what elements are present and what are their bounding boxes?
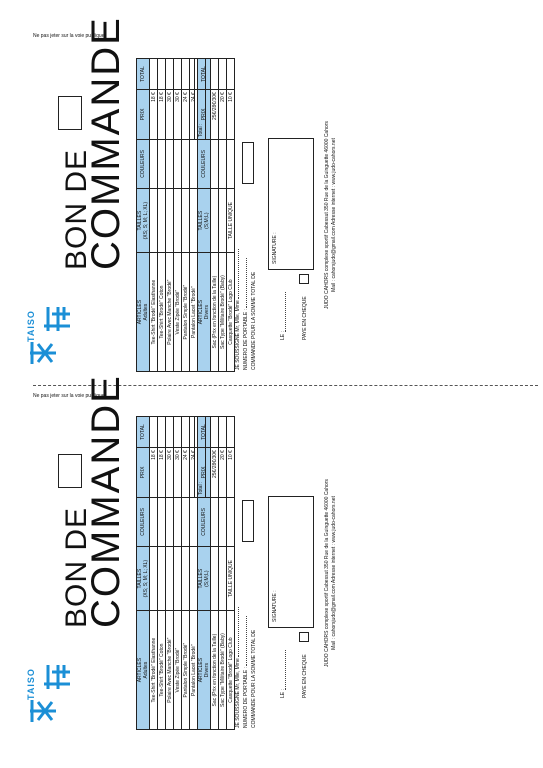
kanji-glyph-icon [28,696,58,726]
col-prix: PRIX [137,448,150,497]
col-couleurs-2: COULEURS [198,139,211,188]
signature-label: SIGNATURE : [272,590,278,622]
table-row: Polaire Avec Manche "Brodé" 30 € [166,417,174,730]
col-total: TOTAL [137,59,150,90]
col-prix-2: PRIX [198,90,211,139]
table-row: Sac Type "Militaire Brodé" (Baby) 20 € [219,417,227,730]
club-logo [24,292,94,372]
top-notice: Ne pas jeter sur la voie publique [33,33,105,39]
name-field[interactable] [238,249,239,299]
table-row: Pantalon Simple "Brodé" 24 € [182,417,190,730]
title-line2: COMMANDE [84,374,128,628]
title-checkbox[interactable] [58,454,82,488]
col-articles-2: ARTICLES Divers [198,253,211,372]
kanji-glyph-icon [42,304,72,334]
kanji-glyph-icon [42,662,72,692]
sum-field[interactable] [242,142,254,184]
title-line2: COMMANDE [84,16,128,270]
table-row: Veste Zipée "Brodé" 30 € [174,417,182,730]
table-row: Pantalon Lacet "Brodé" 24 € [190,417,198,730]
table-row: Pantalon Lacet "Brodé" 24 € [190,59,198,372]
col-articles-2: ARTICLES Divers [198,611,211,730]
total-label: Total : [198,123,204,137]
col-tailles-2: TAILLES (S;M;L) [198,189,211,253]
order-table [136,58,235,372]
phone-field[interactable] [246,258,247,308]
logo-text: TAISO [26,668,36,700]
table-row: Veste Zipée "Brodé" 30 € [174,59,182,372]
col-total-2: TOTAL [198,417,211,448]
table-row: Sac Type "Militaire Brodé" (Baby) 20 € [219,59,227,372]
table-row: Polaire Avec Manche "Brodé" 30 € [166,59,174,372]
total-label: Total : [198,481,204,495]
table-row: Pantalon Simple "Brodé" 24 € [182,59,190,372]
table-row: Tee-Shirt "Brodé" Coton 18 € [158,417,166,730]
table-row: Tee-Shirt "Brodé" Coton 18 € [158,59,166,372]
kanji-glyph-icon [28,338,58,368]
customer-info: JE SOUSSIGNE Mr, Mlle, Mme NUMERO DE PORTABLE : COMMANDE POUR LA SOMME TOTAL DE [234,508,258,728]
col-couleurs-2: COULEURS [198,497,211,546]
sum-field[interactable] [242,500,254,542]
table-row: Casquette "Brodé" Logo Club TAILLE UNIQUE 10 € [227,417,235,730]
date-label: LE : [280,689,286,698]
table-row: Sac (Prix en fonction de la Taille) 25€/28€/30€ [211,59,219,372]
cheque-checkbox[interactable] [299,274,309,284]
bottom-notice: Ne pas jeter sur la voie publique [33,393,105,399]
signature-label: SIGNATURE : [272,232,278,264]
col-tailles-2: TAILLES (S;M;L) [198,547,211,611]
col-couleurs: COULEURS [137,497,150,546]
col-couleurs: COULEURS [137,139,150,188]
name-field[interactable] [238,607,239,657]
title-line1: BON DE [60,506,93,628]
phone-field[interactable] [246,616,247,666]
col-articles: ARTICLES Adultes [137,253,150,372]
table-row: Sac (Prix en fonction de la Taille) 25€/28€/30€ [211,417,219,730]
col-total: TOTAL [137,417,150,448]
date-label: LE : [280,331,286,340]
table-row: Tee-Shirt "Brodé" Elasthanne 18 € [150,417,158,730]
title-line1: BON DE [60,148,93,270]
col-prix-2: PRIX [198,448,211,497]
footer: JUDO CAHORS complexe sportif Cabessut 350 Rue de la Guinguette 46000 Cahors Mail : cahorsjudo@gmail.com Adresse internet : www.judo-cahors.net [324,479,337,667]
customer-info: JE SOUSSIGNE Mr, Mlle, Mme NUMERO DE PORTABLE : COMMANDE POUR LA SOMME TOTAL DE [234,150,258,370]
date-field[interactable] [285,650,286,690]
col-tailles: TAILLES (XS; S; M; L; XL) [137,547,150,611]
date-field[interactable] [285,292,286,332]
col-prix: PRIX [137,90,150,139]
order-table [136,416,235,730]
cheque-label: PAYE EN CHEQUE [302,654,308,698]
club-logo [24,650,94,730]
col-articles: ARTICLES Adultes [137,611,150,730]
logo-text: TAISO [26,310,36,342]
col-tailles: TAILLES (XS; S; M; L; XL) [137,189,150,253]
col-total-2: TOTAL [198,59,211,90]
cheque-checkbox[interactable] [299,632,309,642]
title-checkbox[interactable] [58,96,82,130]
table-row: Tee-Shirt "Brodé" Elasthanne 18 € [150,59,158,372]
cheque-label: PAYE EN CHEQUE [302,296,308,340]
table-row: Casquette "Brodé" Logo Club TAILLE UNIQUE 10 € [227,59,235,372]
footer: JUDO CAHORS complexe sportif Cabessut 350 Rue de la Guinguette 46000 Cahors Mail : cahorsjudo@gmail.com Adresse internet : www.judo-cahors.net [324,121,337,309]
